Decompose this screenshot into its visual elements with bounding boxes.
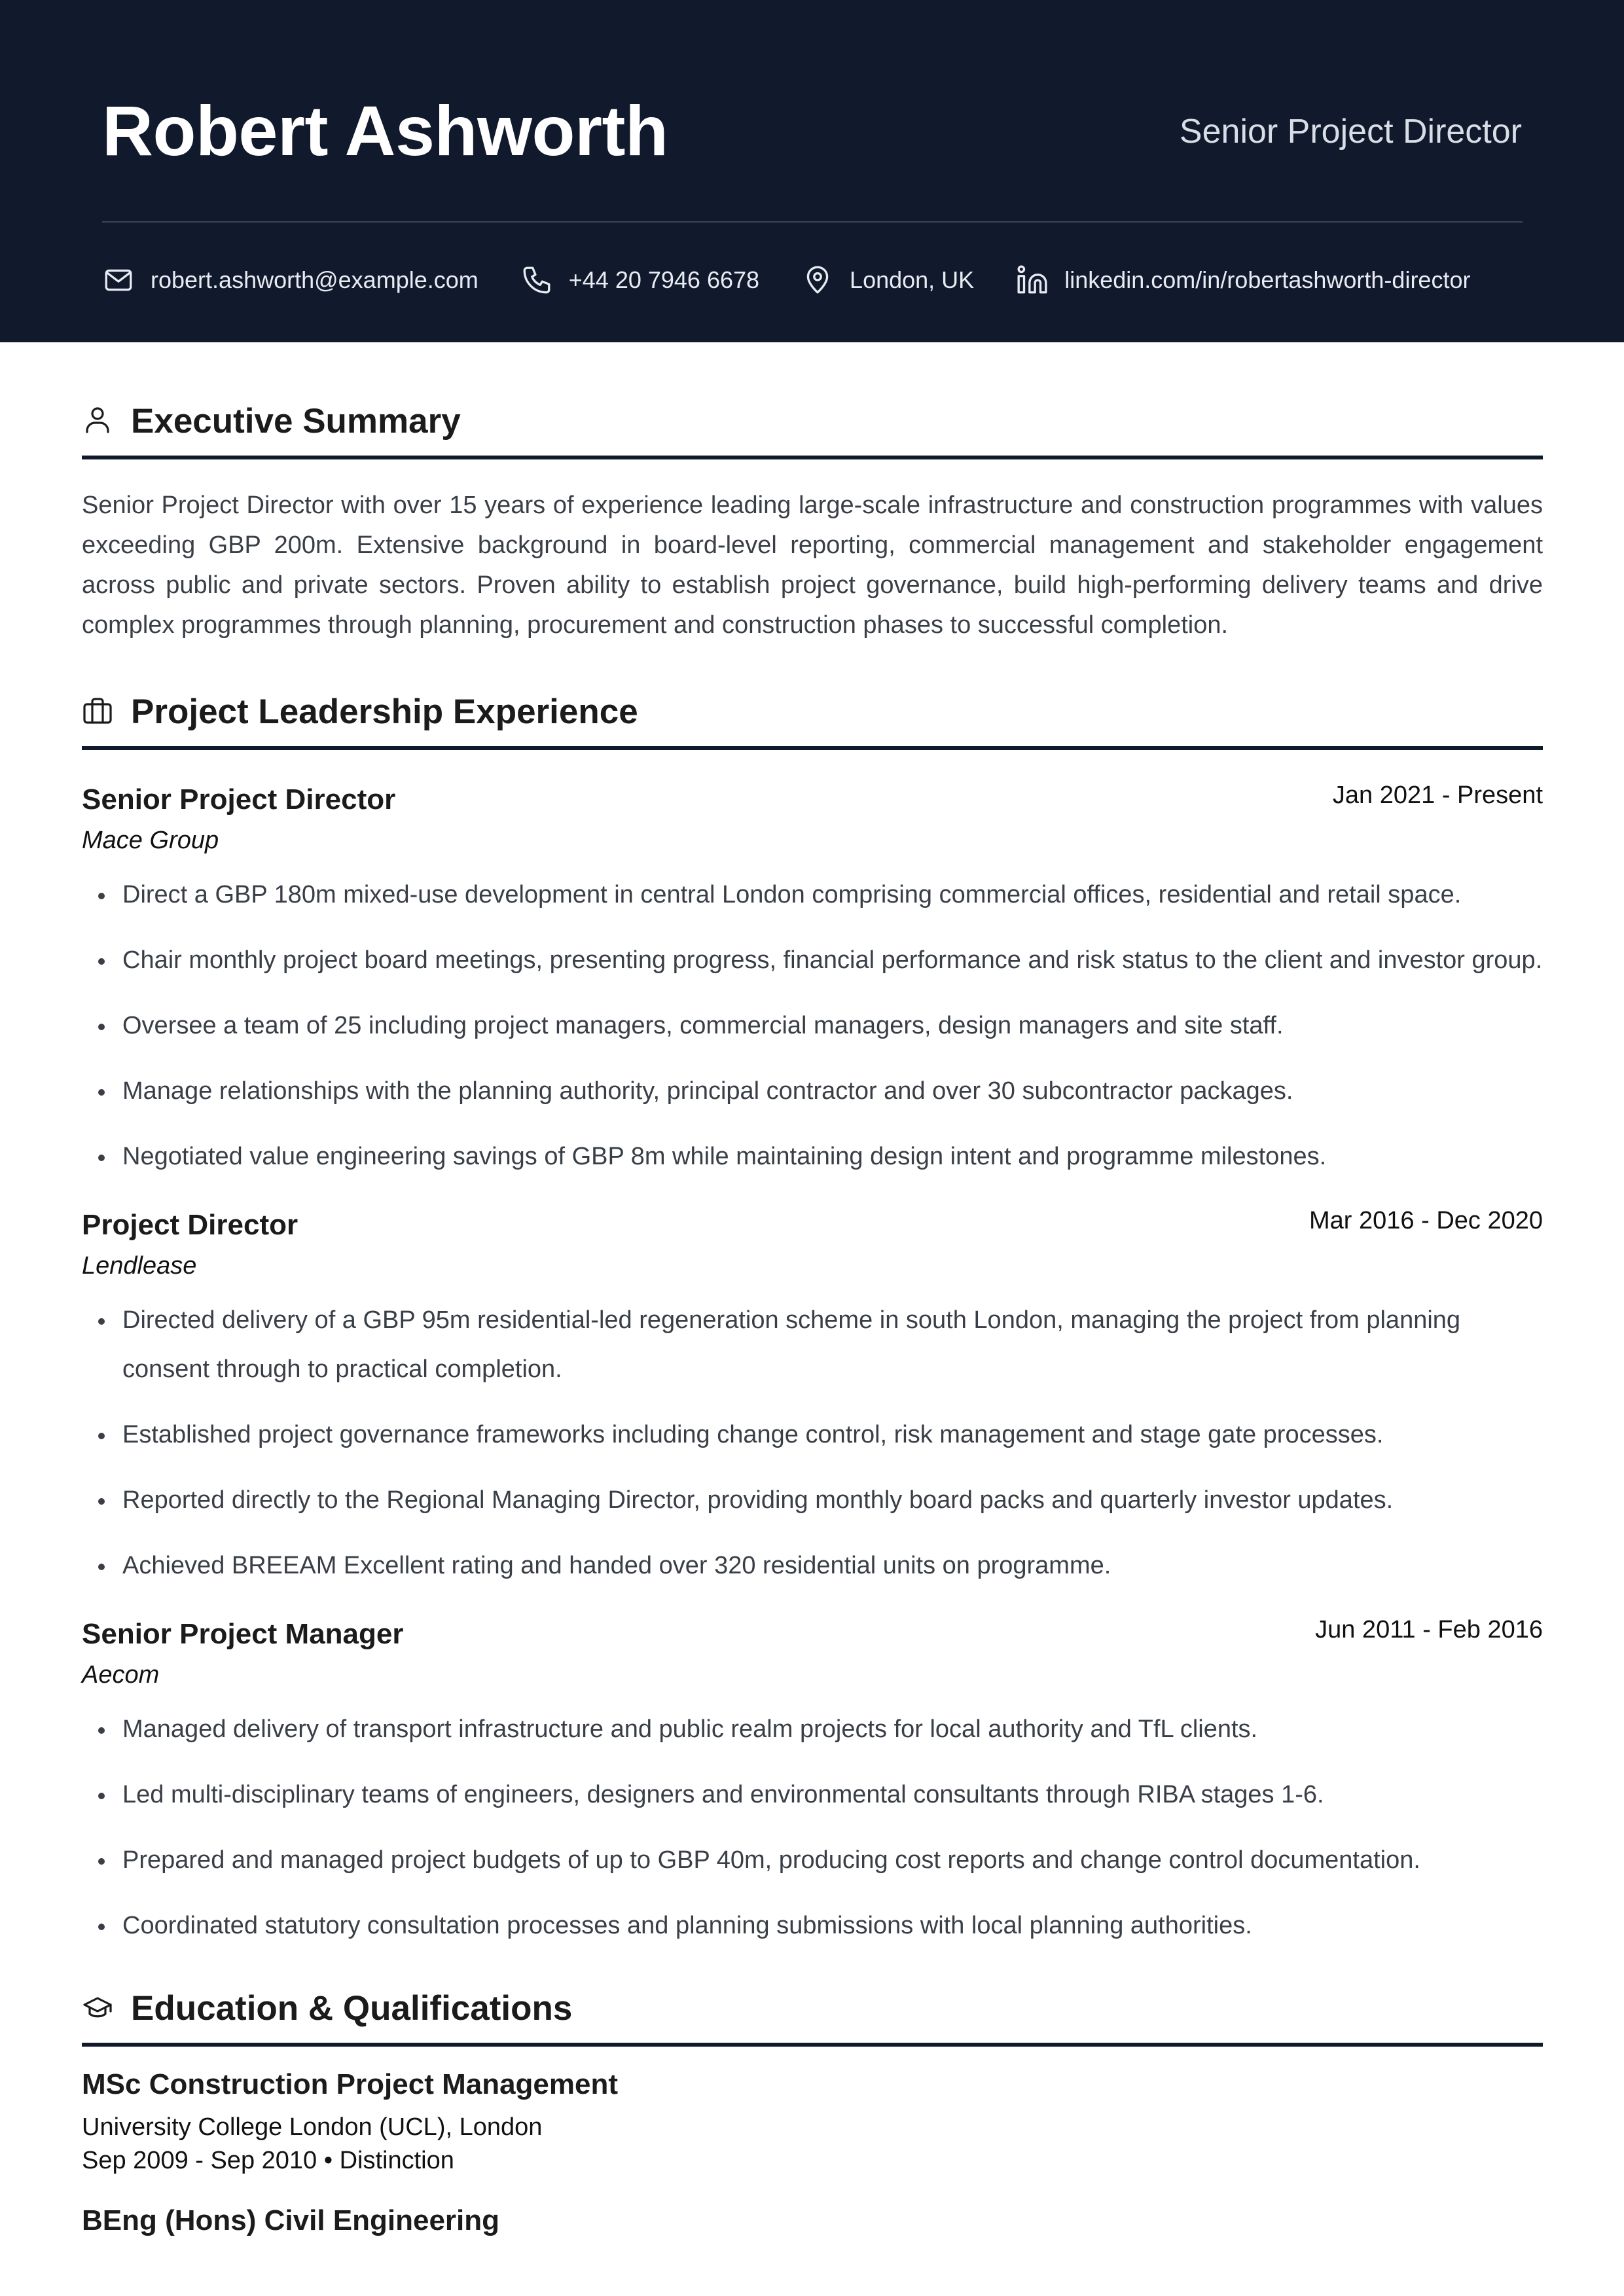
briefcase-icon	[82, 695, 113, 726]
bullet-item: Chair monthly project board meetings, presenting progress, financial performance and risk status to the client and investor group.	[82, 936, 1543, 985]
degree-title: MSc Construction Project Management	[82, 2068, 619, 2100]
phone-text: +44 20 7946 6678	[568, 266, 760, 293]
institution: University College London (UCL), London	[82, 2113, 543, 2141]
bullet-item: Prepared and managed project budgets of up to GBP 40m, producing cost reports and change control documentation.	[82, 1836, 1543, 1885]
bullet-item: Oversee a team of 25 including project managers, commercial managers, design managers and site staff.	[82, 1001, 1543, 1050]
job-bullets	[82, 1705, 1543, 1950]
graduation-cap-icon	[82, 1992, 113, 2023]
section-divider	[82, 746, 1543, 750]
company-name: Aecom	[82, 1661, 160, 1689]
degree-title: BEng (Hons) Civil Engineering	[82, 2204, 500, 2236]
experience-section	[82, 670, 1543, 1950]
bullet-item: Directed delivery of a GBP 95m residential-led regeneration scheme in south London, managing the project from planning consent through to practical completion.	[82, 1296, 1543, 1394]
job-dates: Jan 2021 - Present	[1332, 781, 1543, 809]
location-pin-icon	[801, 264, 834, 296]
location-text: London, UK	[850, 266, 975, 293]
job-entry	[82, 1607, 1543, 1950]
company-name: Mace Group	[82, 827, 219, 854]
section-title: Project Leadership Experience	[131, 692, 638, 731]
education-details: Sep 2009 - Sep 2010 • Distinction	[82, 2147, 454, 2174]
linkedin-icon	[1016, 264, 1049, 296]
section-divider	[82, 456, 1543, 459]
job-entry	[82, 1198, 1543, 1590]
section-header	[82, 670, 1543, 749]
header-divider	[102, 221, 1523, 223]
education-entry	[82, 2065, 1543, 2178]
contact-email[interactable]	[102, 264, 478, 296]
contact-bar	[102, 260, 1512, 300]
bullet-item: Established project governance frameworks including change control, risk management and stage gate processes.	[82, 1410, 1543, 1460]
bullet-item: Achieved BREEAM Excellent rating and handed over 320 residential units on programme.	[82, 1541, 1543, 1590]
bullet-item: Managed delivery of transport infrastructure and public realm projects for local authority and TfL clients.	[82, 1705, 1543, 1754]
job-entry	[82, 772, 1543, 1181]
section-title: Executive Summary	[131, 402, 461, 440]
resume-body	[82, 380, 1543, 2240]
phone-icon	[520, 264, 553, 296]
education-entry	[82, 2201, 1543, 2240]
resume-header	[0, 0, 1624, 342]
job-title: Senior Project Manager	[82, 1618, 404, 1650]
bullet-item: Reported directly to the Regional Managing Director, providing monthly board packs and quarterly investor updates.	[82, 1476, 1543, 1525]
bullet-item: Direct a GBP 180m mixed-use development in central London comprising commercial offices, residential and retail space.	[82, 870, 1543, 920]
bullet-item: Negotiated value engineering savings of GBP 8m while maintaining design intent and programme milestones.	[82, 1132, 1543, 1181]
candidate-name: Robert Ashworth	[102, 91, 668, 170]
mail-icon	[102, 264, 135, 296]
section-divider	[82, 2043, 1543, 2047]
job-dates: Mar 2016 - Dec 2020	[1309, 1207, 1543, 1234]
bullet-item: Manage relationships with the planning authority, principal contractor and over 30 subcontractor packages.	[82, 1067, 1543, 1116]
bullet-item: Led multi-disciplinary teams of engineers, designers and environmental consultants through RIBA stages 1-6.	[82, 1770, 1543, 1820]
contact-phone[interactable]	[520, 264, 759, 296]
summary-text: Senior Project Director with over 15 years of experience leading large-scale infrastructure and construction programmes with values exceeding GBP 200m. Extensive background in board-level reporting, commercial management and stakeholder engagement across public and private sectors. Proven ability to establish project governance, build high-performing delivery teams and drive complex programmes through planning, procurement and construction phases to successful completion.	[82, 492, 1543, 639]
section-header	[82, 1967, 1543, 2045]
job-title: Project Director	[82, 1209, 298, 1241]
contact-linkedin[interactable]	[1016, 264, 1470, 296]
summary-section	[82, 380, 1543, 645]
contact-location	[801, 264, 974, 296]
education-section	[82, 1967, 1543, 2240]
job-title: Senior Project Director	[82, 783, 396, 816]
email-text: robert.ashworth@example.com	[151, 266, 478, 293]
section-title: Education & Qualifications	[131, 1989, 573, 2028]
bullet-item: Coordinated statutory consultation processes and planning submissions with local planning authorities.	[82, 1901, 1543, 1950]
section-header	[82, 380, 1543, 458]
job-bullets	[82, 870, 1543, 1181]
job-dates: Jun 2011 - Feb 2016	[1315, 1616, 1543, 1643]
job-bullets	[82, 1296, 1543, 1590]
linkedin-text: linkedin.com/in/robertashworth-director	[1064, 266, 1471, 293]
company-name: Lendlease	[82, 1252, 197, 1280]
user-icon	[82, 404, 113, 436]
candidate-role: Senior Project Director	[1179, 113, 1522, 151]
